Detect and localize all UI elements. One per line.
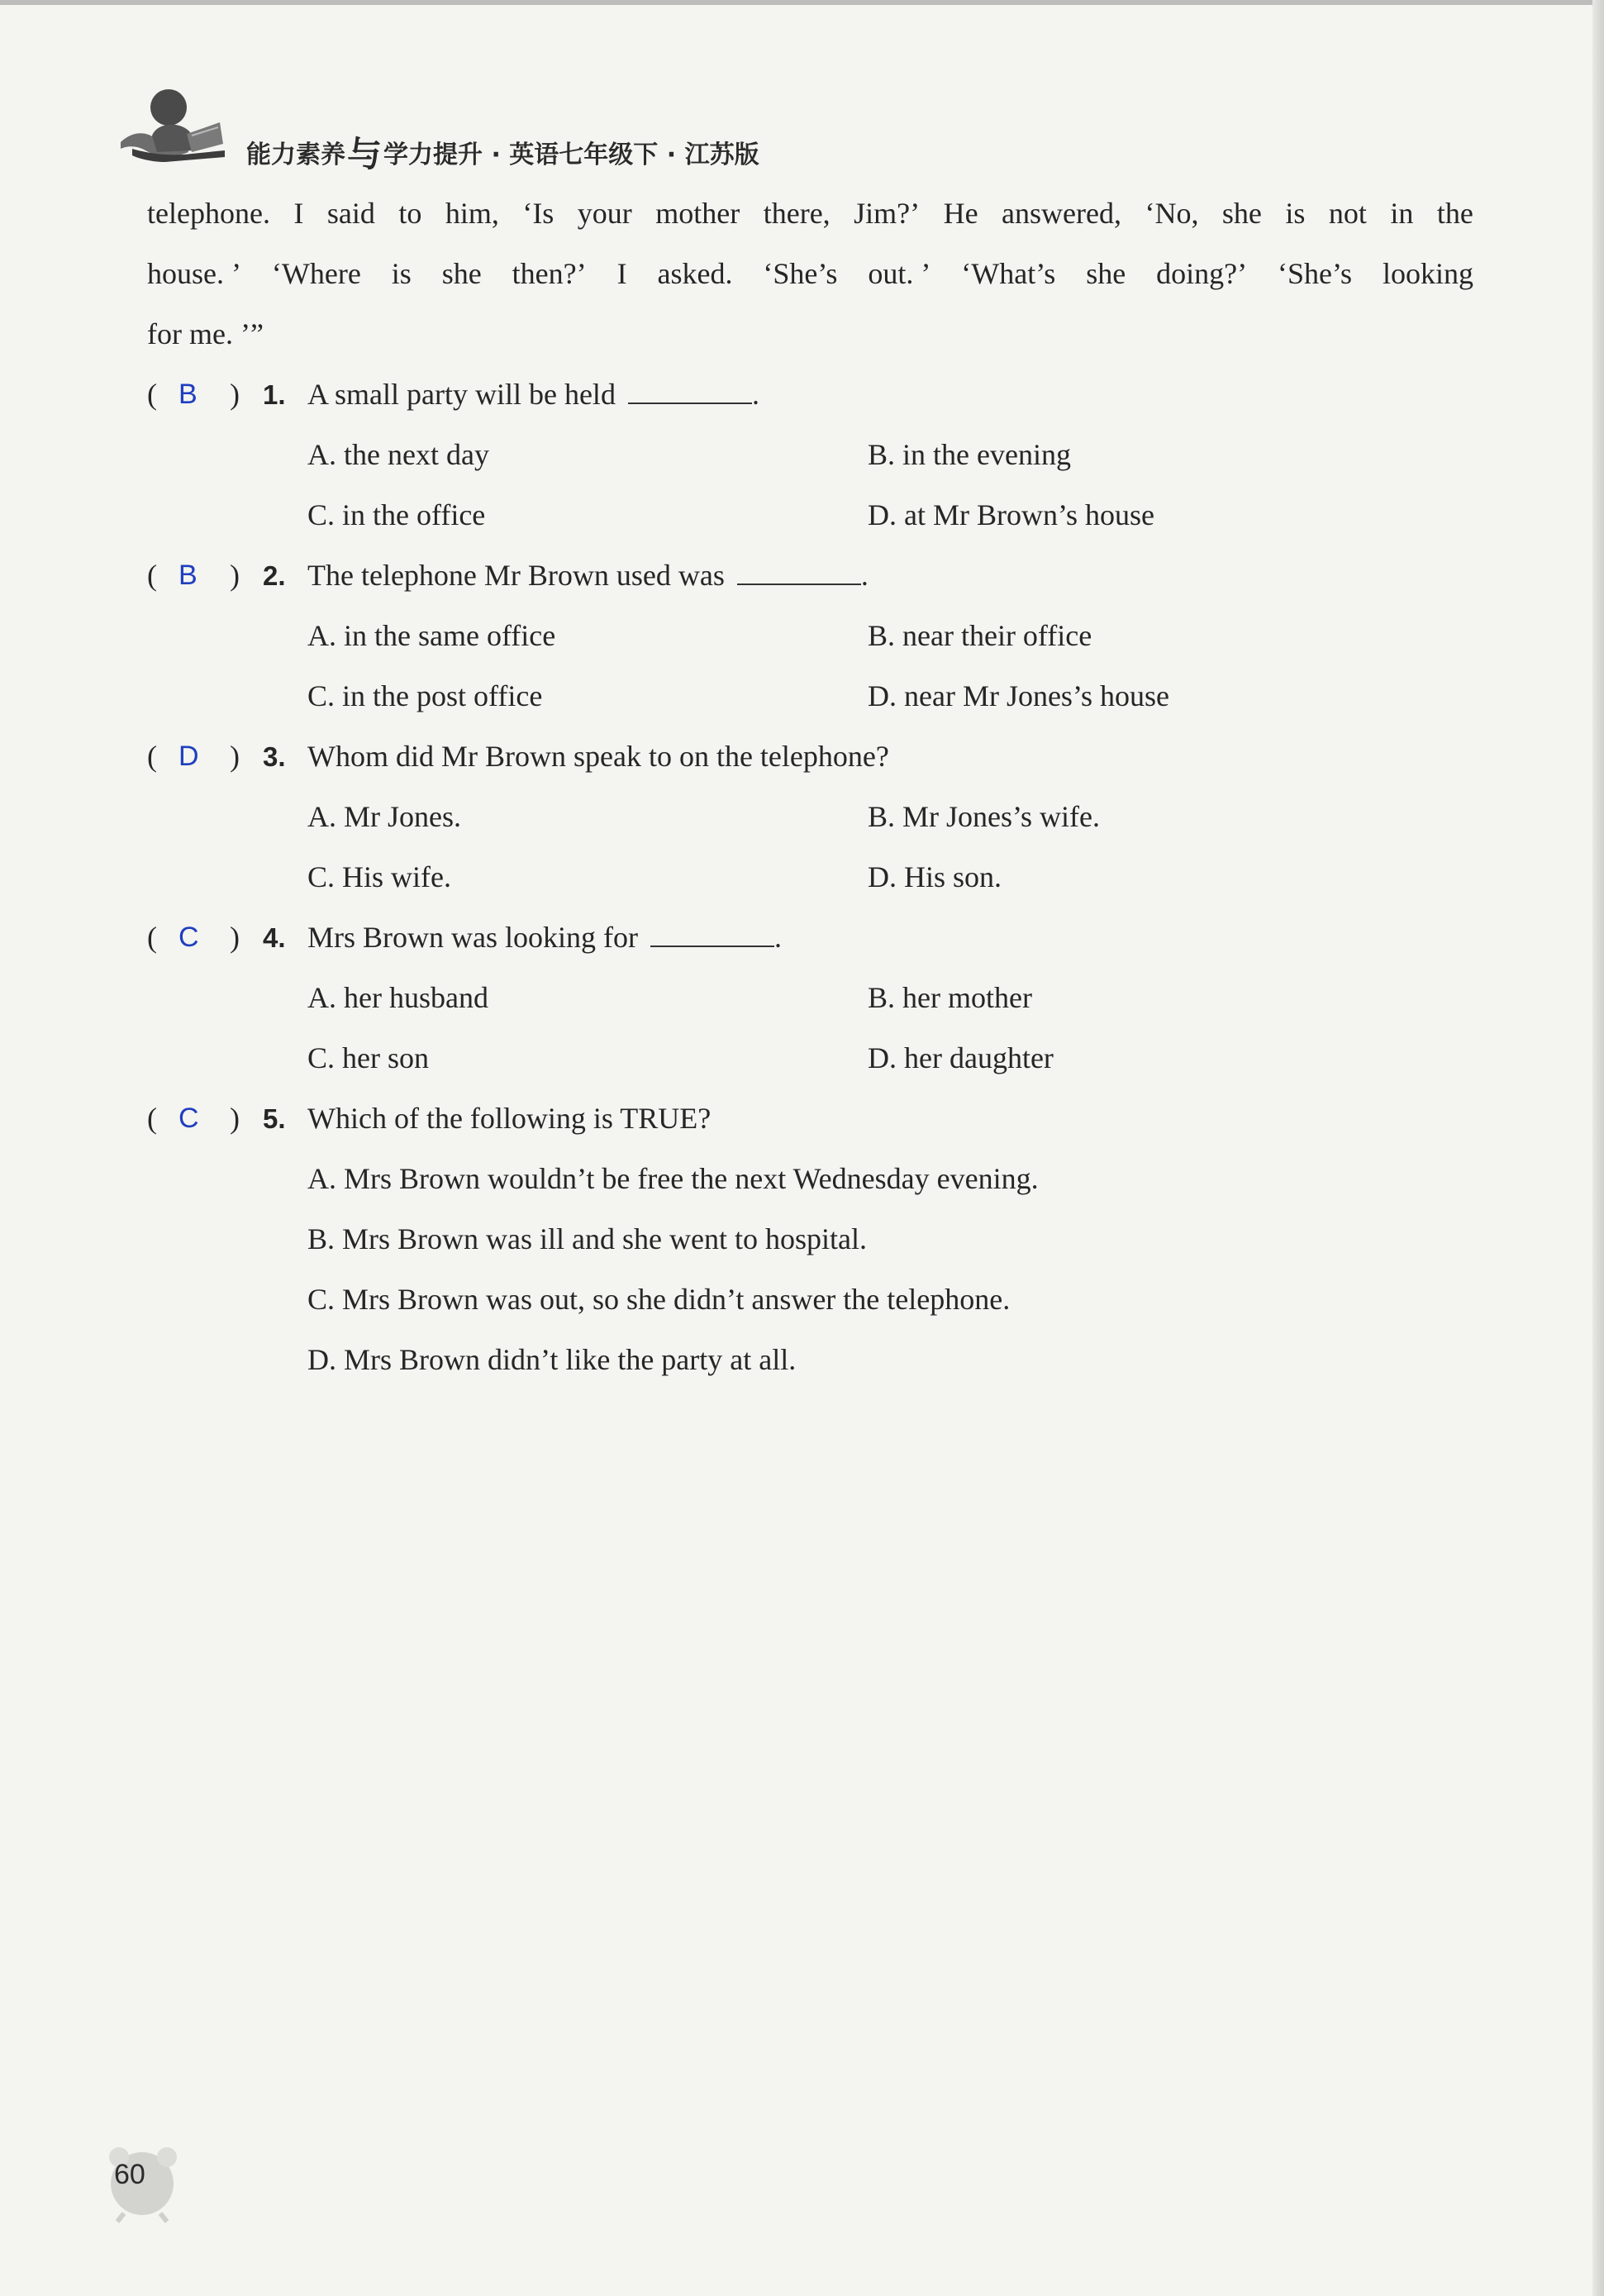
option-row	[147, 968, 1473, 1028]
option-d: D. Mrs Brown didn’t like the party at all.	[307, 1343, 797, 1376]
passage-word: ‘She’s	[763, 257, 838, 290]
header-title-left: 能力素养	[246, 141, 345, 169]
answer-blank	[737, 550, 861, 585]
option-row	[147, 425, 1473, 485]
option-a: A. Mrs Brown wouldn’t be free the next Wednesday evening.	[307, 1162, 1039, 1195]
book-series-title	[246, 127, 759, 177]
passage-word: in	[1390, 197, 1414, 230]
passage-word: I	[616, 257, 627, 290]
passage-word: said	[326, 197, 375, 230]
stem-period: .	[751, 378, 759, 411]
answer-paren-open: (	[147, 378, 157, 411]
passage-word: doing?’	[1156, 257, 1248, 290]
passage-word: she	[1221, 197, 1262, 230]
answer-mark: C	[178, 922, 199, 953]
passage-line-2	[147, 244, 1473, 304]
option-b: B. near their office	[868, 619, 1092, 652]
passage-word: I	[293, 197, 304, 230]
question-1	[147, 364, 1473, 425]
passage-word: telephone.	[147, 197, 270, 230]
option-row	[147, 666, 1473, 726]
question-stem	[307, 364, 759, 425]
passage-word: then?’	[512, 257, 587, 290]
answer-paren-open: (	[147, 921, 157, 954]
page-number: 60	[114, 2159, 145, 2190]
header-title-right: 学力提升 · 英语七年级下 · 江苏版	[383, 141, 759, 169]
question-stem-text: Mrs Brown was looking for	[307, 921, 638, 954]
passage-word: she	[441, 257, 482, 290]
option-b: B. Mrs Brown was ill and she went to hospital.	[307, 1222, 867, 1255]
question-number: 2.	[263, 560, 286, 591]
answer-blank	[628, 369, 752, 404]
passage-word: is	[1285, 197, 1306, 230]
option-b: B. in the evening	[868, 438, 1071, 471]
question-stem: Whom did Mr Brown speak to on the telephone?	[307, 740, 889, 773]
passage-word: mother	[655, 197, 740, 230]
option-a: A. Mr Jones.	[307, 800, 461, 833]
option-row	[147, 1330, 1473, 1390]
passage-word: ‘What’s	[961, 257, 1056, 290]
stem-period: .	[773, 921, 782, 954]
passage-word: asked.	[657, 257, 733, 290]
passage-word: to	[398, 197, 422, 230]
question-stem	[307, 907, 782, 968]
option-row	[147, 1149, 1473, 1209]
page-number-badge	[99, 2141, 198, 2223]
passage-word: is	[391, 257, 412, 290]
option-row	[147, 1028, 1473, 1088]
option-row	[147, 485, 1473, 545]
option-d: D. His son.	[868, 860, 1002, 893]
option-c: C. in the office	[307, 498, 486, 531]
option-d: D. her daughter	[868, 1041, 1054, 1074]
answer-mark: B	[178, 560, 198, 591]
passage-line-1	[147, 183, 1473, 244]
option-row	[147, 1209, 1473, 1269]
page-top-edge	[0, 0, 1604, 5]
option-c: C. in the post office	[307, 679, 543, 712]
answer-paren-open: (	[147, 740, 157, 773]
passage-word: He	[943, 197, 978, 230]
option-c: C. His wife.	[307, 860, 451, 893]
answer-blank	[650, 912, 774, 947]
question-number: 5.	[263, 1103, 286, 1134]
question-2	[147, 545, 1473, 606]
question-4	[147, 907, 1473, 968]
question-number: 4.	[263, 922, 286, 953]
option-row	[147, 606, 1473, 666]
option-c: C. Mrs Brown was out, so she didn’t answer the telephone.	[307, 1283, 1011, 1316]
question-stem-text: A small party will be held	[307, 378, 616, 411]
passage-word: house. ’	[147, 257, 241, 290]
passage-word: out. ’	[868, 257, 931, 290]
answer-paren-close: )	[230, 559, 240, 592]
option-row	[147, 787, 1473, 847]
passage-word: ‘Where	[271, 257, 361, 290]
passage-word: answered,	[1002, 197, 1121, 230]
option-row	[147, 847, 1473, 907]
passage-word: your	[577, 197, 632, 230]
option-d: D. near Mr Jones’s house	[868, 679, 1169, 712]
passage-word: ‘No,	[1145, 197, 1199, 230]
question-3	[147, 726, 1473, 787]
answer-mark: B	[178, 379, 198, 410]
reading-figure-logo-icon	[116, 83, 231, 165]
passage-word: him,	[445, 197, 499, 230]
question-number: 3.	[263, 741, 286, 772]
question-stem	[307, 545, 869, 606]
option-a: A. the next day	[307, 438, 489, 471]
answer-mark: C	[178, 1103, 199, 1134]
answer-paren-close: )	[230, 378, 240, 411]
answer-mark: D	[178, 741, 199, 772]
page-right-edge	[1592, 0, 1604, 2296]
answer-paren-close: )	[230, 1102, 240, 1135]
option-c: C. her son	[307, 1041, 429, 1074]
passage-word: there,	[763, 197, 831, 230]
header-title-mid: 与	[347, 134, 383, 174]
page-content	[147, 183, 1473, 1390]
passage-word: the	[1436, 197, 1473, 230]
answer-paren-open: (	[147, 1102, 157, 1135]
answer-paren-open: (	[147, 559, 157, 592]
page-header	[116, 83, 942, 174]
question-stem: Which of the following is TRUE?	[307, 1102, 712, 1135]
passage-word: not	[1328, 197, 1367, 230]
option-row	[147, 1269, 1473, 1330]
passage-word: looking	[1382, 257, 1473, 290]
option-a: A. in the same office	[307, 619, 556, 652]
passage-word: ‘She’s	[1278, 257, 1353, 290]
option-d: D. at Mr Brown’s house	[868, 498, 1154, 531]
stem-period: .	[860, 559, 869, 592]
question-number: 1.	[263, 379, 286, 410]
option-b: B. Mr Jones’s wife.	[868, 800, 1100, 833]
answer-paren-close: )	[230, 740, 240, 773]
passage-line-3: for me. ’”	[147, 317, 264, 350]
passage-word: Jim?’	[854, 197, 921, 230]
passage-word: she	[1086, 257, 1126, 290]
option-b: B. her mother	[868, 981, 1032, 1014]
question-5	[147, 1088, 1473, 1149]
passage-word: ‘Is	[522, 197, 554, 230]
option-a: A. her husband	[307, 981, 488, 1014]
answer-paren-close: )	[230, 921, 240, 954]
question-stem-text: The telephone Mr Brown used was	[307, 559, 725, 592]
